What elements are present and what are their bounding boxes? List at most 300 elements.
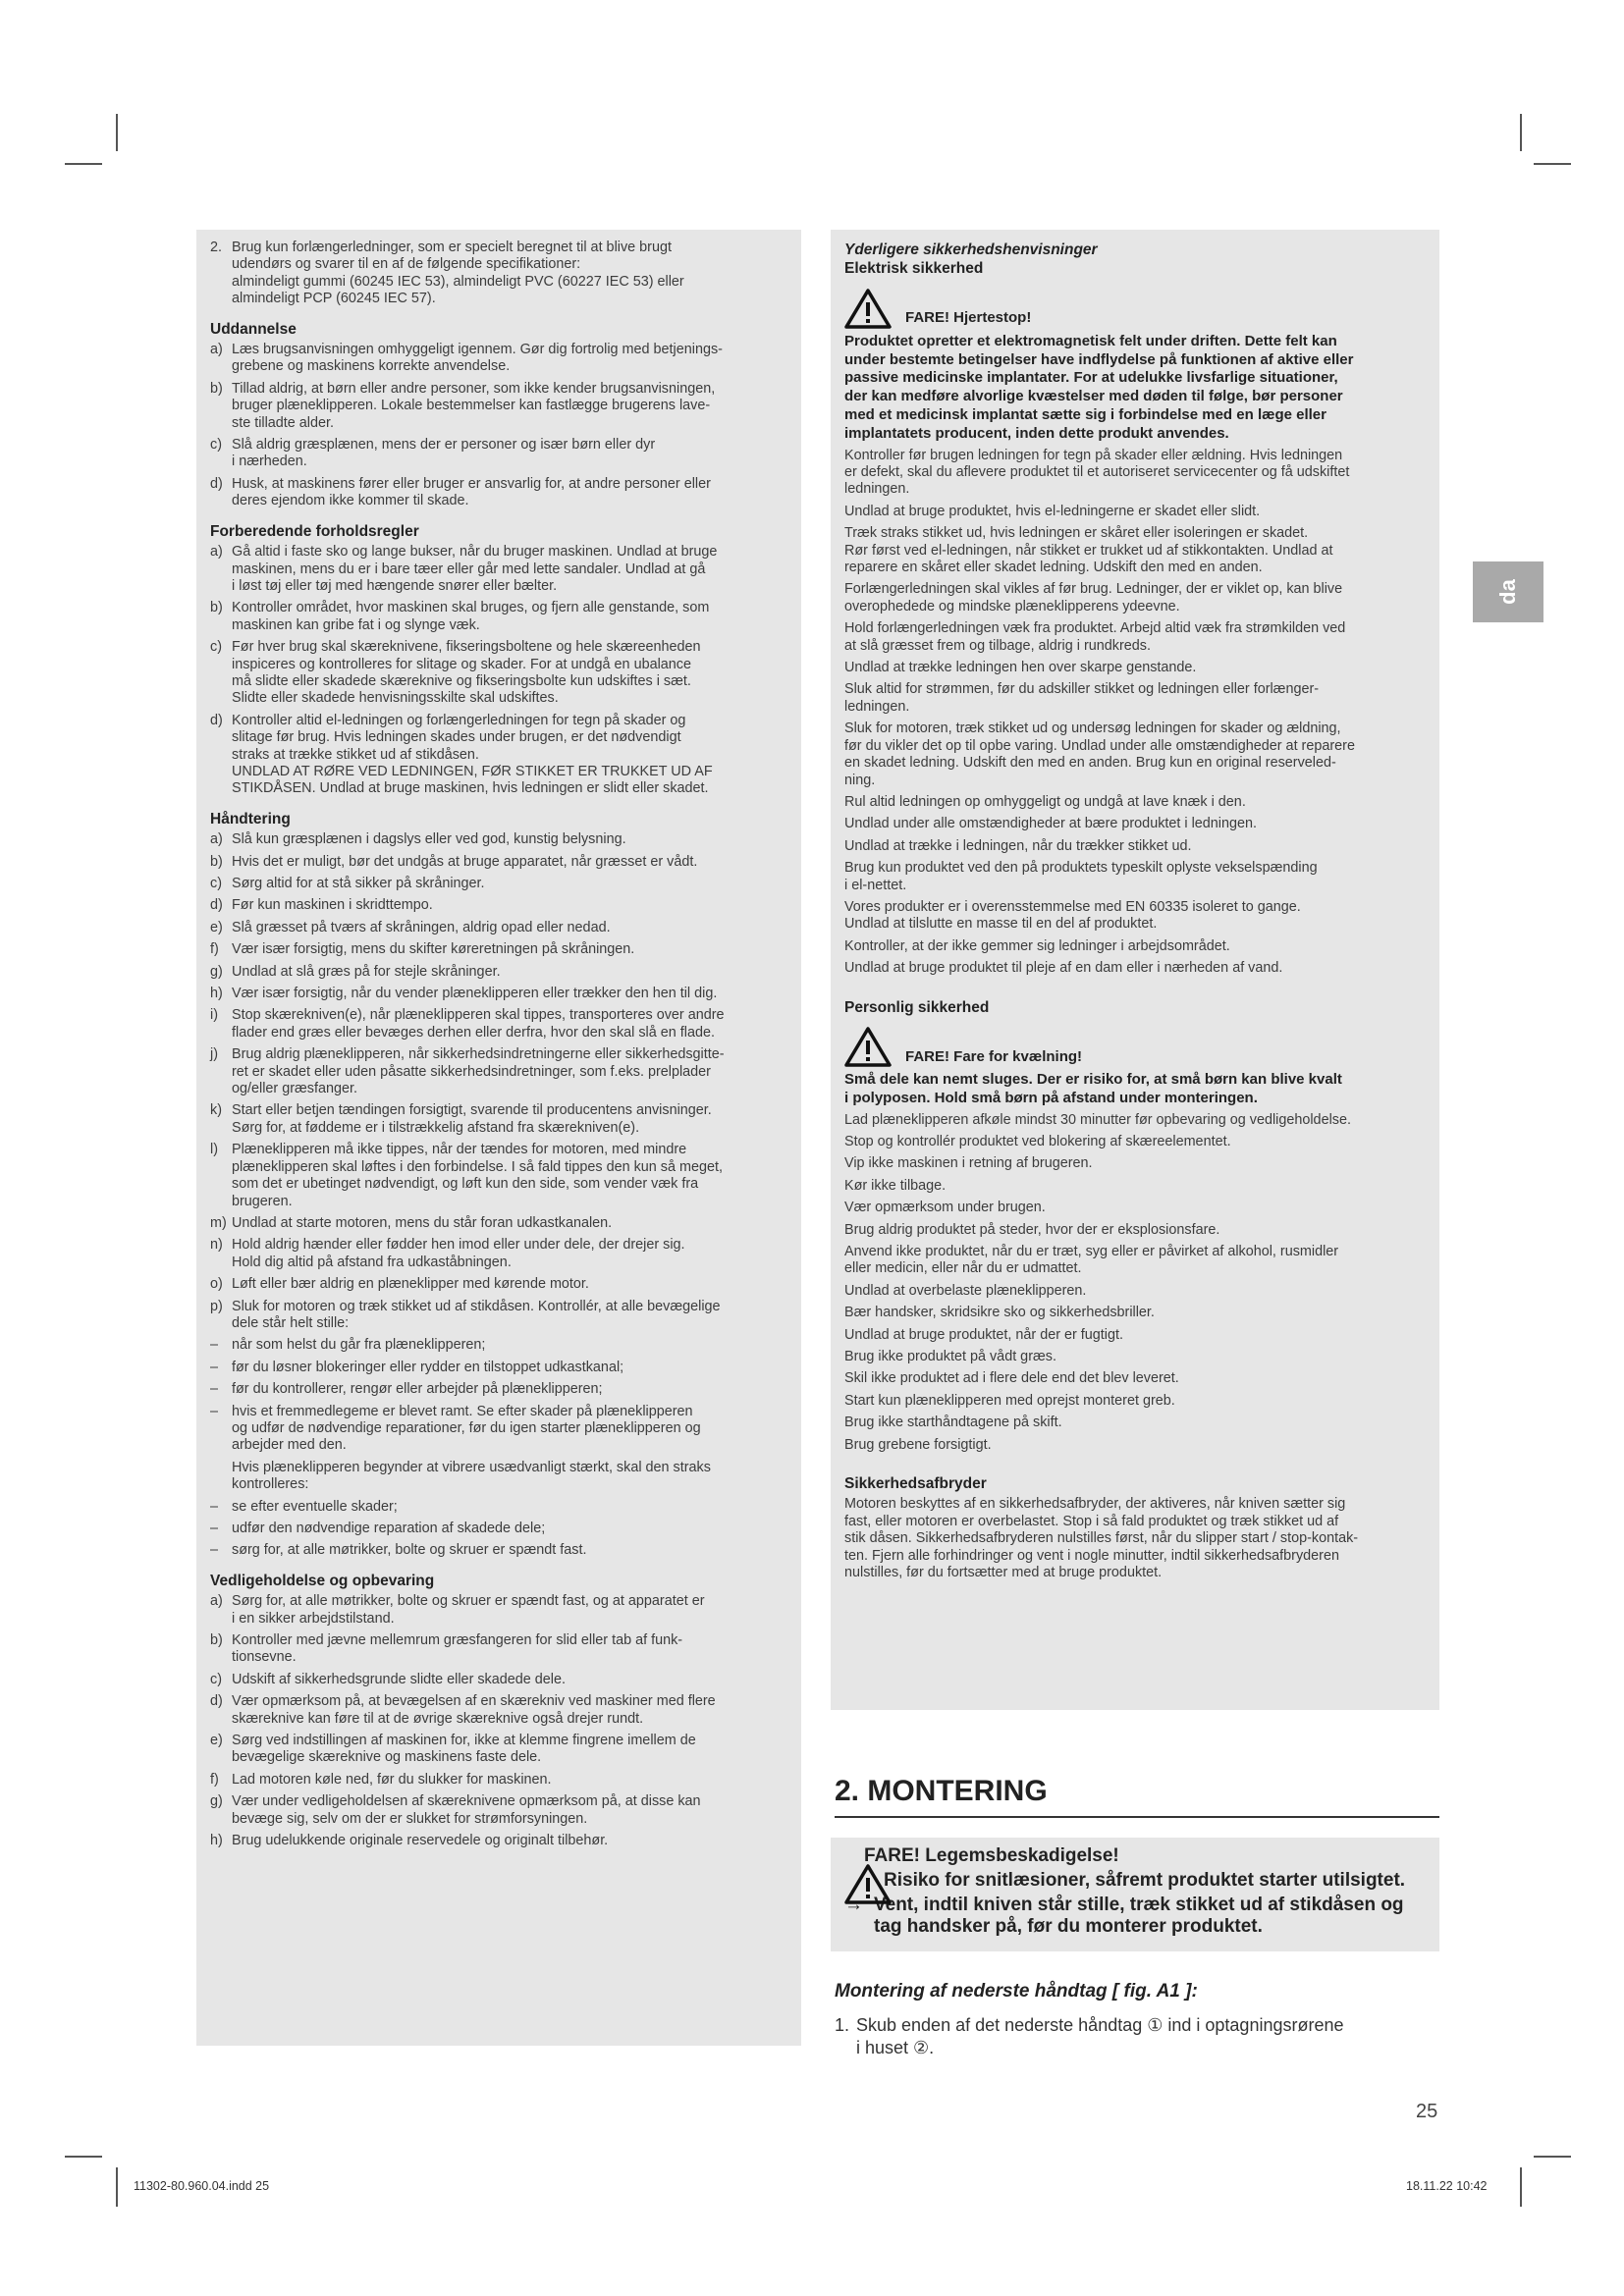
paragraph: [844, 1437, 1426, 1454]
list-item-text: [232, 639, 787, 708]
list-item-text: [232, 1142, 787, 1210]
text-line: ning.: [844, 772, 876, 788]
list-item: [210, 964, 787, 981]
list-item-text: [232, 381, 787, 432]
text-line: sørg for, at alle møtrikker, bolte og skruer er spændt fast.: [232, 1542, 587, 1559]
paragraph: [844, 504, 1426, 520]
list-item-label: a): [210, 544, 223, 561]
text-line: fast, eller motoren er overbelastet. Stop i så fald produktet og træk stikket ud af: [844, 1513, 1339, 1529]
list-item-text: [232, 986, 787, 1002]
list-item: [210, 713, 787, 798]
list-item-text: [232, 941, 787, 958]
text-line: Tillad aldrig, at børn eller andre personer, som ikke kender brugsanvisningen,: [232, 380, 716, 397]
text-line: Vær opmærksom på, at bevægelsen af en skærekniv ved maskiner med flere: [232, 1693, 716, 1710]
list-item-text: [232, 1404, 787, 1455]
text-line: Undlad at starte motoren, mens du står foran udkastkanalen.: [232, 1214, 613, 1231]
text-line: Forlængerledningen skal vikles af før brug. Ledninger, der er viklet op, kan blive: [844, 581, 1343, 598]
text-line: Slå kun græsplænen i dagslys eller ved god, kunstig belysning.: [232, 831, 626, 848]
text-line: tionsevne.: [232, 1649, 297, 1666]
text-line: når som helst du går fra plæneklipperen;: [232, 1337, 486, 1354]
text-line: med et medicinsk implantat sætte sig i forbindelse med en læge eller: [844, 406, 1326, 423]
list-item: [210, 1102, 787, 1137]
section-heading: Uddannelse: [210, 320, 297, 338]
list-item-text: [232, 1276, 787, 1293]
text-line: Kontroller altid el-ledningen og forlængerledningen for tegn på skader og: [232, 712, 686, 728]
text-line: implantatets producent, inden dette produkt anvendes.: [844, 424, 1229, 442]
crop-mark: [1534, 163, 1571, 165]
text-line: Sørg altid for at stå sikker på skråninger.: [232, 876, 485, 891]
list-item-text: [232, 1237, 787, 1271]
text-line: Før kun maskinen i skridttempo.: [232, 897, 433, 914]
text-line: Anvend ikke produktet, når du er træt, syg eller er påvirket af alkohol, rusmidler: [844, 1244, 1339, 1259]
list-item: [210, 897, 787, 914]
text-line: plæneklipperen skal løftes i den forbindelse. I så fald tippes den kun så meget,: [232, 1158, 723, 1175]
list-item-text: [232, 1360, 787, 1376]
list-item: [210, 1276, 787, 1293]
list-item: [210, 437, 787, 471]
list-item: [210, 1215, 787, 1232]
text-line: der kan medføre alvorlige kvæstelser med døden til følge, bør personer: [844, 388, 1343, 405]
text-line: Sørg ved indstillingen af maskinen for, ikke at klemme fingrene imellem de: [232, 1733, 696, 1749]
list-item-label: k): [210, 1102, 222, 1119]
list-item-text: [232, 544, 787, 595]
text-line: Hvis plæneklipperen begynder at vibrere usædvanligt stærkt, skal den straks: [232, 1459, 711, 1475]
text-line: Lad plæneklipperen afkøle mindst 30 minutter før opbevaring og vedligeholdelse.: [844, 1111, 1351, 1128]
list-item-label: e): [210, 1733, 223, 1749]
list-item-label: d): [210, 712, 223, 728]
electric-warning-text: [844, 333, 1426, 444]
text-line: er defekt, skal du aflevere produktet til et autoriseret servicecenter og få udskiftet: [844, 464, 1350, 480]
text-line: før du vikler det op til opbe varing. Undlad under alle omstændigheder at reparere: [844, 737, 1355, 754]
paragraph: [844, 1370, 1426, 1387]
text-line: før du løsner blokeringer eller rydder en tilstoppet udkastkanal;: [232, 1359, 624, 1375]
personal-heading: Personlig sikkerhed: [844, 998, 990, 1016]
paragraph: [844, 938, 1426, 955]
paragraph: [844, 1349, 1426, 1365]
electric-warning: [844, 288, 1426, 329]
text-line: i løst tøj eller tøj med hængende snører eller bælter.: [232, 577, 558, 594]
list-item: [210, 476, 787, 510]
text-line: Sluk altid for strømmen, før du adskiller stikket og ledningen eller forlænger-: [844, 681, 1320, 698]
list-item-text: [232, 831, 787, 848]
list-item-label: f): [210, 941, 219, 958]
text-line: dele står helt stille:: [232, 1314, 350, 1331]
paragraph: [844, 1327, 1426, 1344]
paragraph: [844, 794, 1426, 811]
text-line: Brug kun produktet ved den på produktets typeskilt oplyste vekselspænding: [844, 860, 1318, 877]
list-item-label: o): [210, 1276, 223, 1293]
section-heading: Forberedende forholdsregler: [210, 522, 419, 540]
list-item: [210, 1237, 787, 1271]
paragraph: [844, 1134, 1426, 1150]
text-line: Brug aldrig plæneklipperen, når sikkerhedsindretningerne eller sikkerhedsgitte-: [232, 1046, 725, 1063]
list-item-text: [232, 897, 787, 914]
text-line: Vær især forsigtig, mens du skifter køreretningen på skråningen.: [232, 941, 635, 958]
text-line: ledningen.: [844, 698, 910, 715]
list-item: [210, 1460, 787, 1494]
montering-step: 1. Skub enden af det nederste håndtag ① ind i optagningsrørene i huset ②.: [835, 2015, 1344, 2057]
text-line: Undlad at bruge produktet, når der er fugtigt.: [844, 1326, 1123, 1343]
text-line: Små dele kan nemt sluges. Der er risiko for, at små børn kan blive kvalt: [844, 1070, 1342, 1088]
language-tab-label: da: [1495, 579, 1520, 605]
left-sections: [210, 321, 787, 1850]
text-line: Udskift af sikkerhedsgrunde slidte eller skadede dele.: [232, 1671, 566, 1687]
crop-mark: [1520, 114, 1522, 151]
list-item-label: –: [210, 1359, 219, 1375]
list-item: [210, 1404, 787, 1455]
list-item-label: p): [210, 1298, 223, 1314]
text-line: og/eller græsfanger.: [232, 1081, 357, 1097]
paragraph: [844, 1415, 1426, 1431]
list-item-label: [210, 1460, 232, 1494]
paragraph: [844, 816, 1426, 832]
list-item-text: [232, 1215, 787, 1232]
text-line: eller medicin, eller når du er udmattet.: [844, 1260, 1082, 1277]
personal-warning: [844, 1026, 1426, 1067]
list-item: [210, 1793, 787, 1828]
list-item-label: e): [210, 919, 223, 935]
text-line: udfør den nødvendige reparation af skadede dele;: [232, 1521, 546, 1536]
paragraph: [844, 660, 1426, 676]
text-line: overophedede og mindske plæneklipperens ydeevne.: [844, 598, 1180, 614]
list-item-text: [232, 1521, 787, 1537]
paragraph: [844, 1393, 1426, 1410]
text-line: hvis et fremmedlegeme er blevet ramt. Se efter skader på plæneklipperen: [232, 1403, 693, 1419]
personal-warning-text: [844, 1071, 1426, 1108]
text-line: slitage før brug. Hvis ledningen skades under brugen, er det nødvendigt: [232, 729, 681, 746]
paragraph: [844, 525, 1426, 576]
list-item-text: [232, 964, 787, 981]
list-item-text: [232, 920, 787, 936]
list-item-label: d): [210, 897, 223, 914]
text-line: Lad motoren køle ned, før du slukker for maskinen.: [232, 1771, 552, 1788]
text-line: ledningen.: [844, 481, 910, 498]
list-item: [210, 1632, 787, 1667]
list-item-text: [232, 1793, 787, 1828]
text-line: Læs brugsanvisningen omhyggeligt igennem. Gør dig fortrolig med betjenings-: [232, 342, 723, 358]
list-item-label: –: [210, 1337, 219, 1354]
text-line: ste tilladte alder.: [232, 414, 334, 431]
list-item: [210, 1833, 787, 1849]
text-line: Undlad at bruge produktet, hvis el-ledningerne er skadet eller slidt.: [844, 503, 1261, 519]
text-line: Brug ikke produktet på vådt græs.: [844, 1349, 1056, 1365]
text-line: før du kontrollerer, rengør eller arbejder på plæneklipperen;: [232, 1381, 603, 1398]
text-line: ten. Fjern alle forhindringer og vent i nogle minutter, indtil sikkerhedsafbryderen: [844, 1547, 1339, 1564]
text-line: Undlad at slå græs på for stejle skråninger.: [232, 963, 501, 980]
list-item-text: [232, 1102, 787, 1137]
text-line: Produktet opretter et elektromagnetisk felt under driften. Dette felt kan: [844, 332, 1337, 349]
list-item-label: l): [210, 1142, 218, 1158]
list-item-text: [232, 1733, 787, 1767]
text-line: Sluk for motoren, træk stikket ud og undersøg ledningen for skader og ældning,: [844, 721, 1341, 737]
right-safety-panel: [831, 230, 1439, 1710]
list-item-label: –: [210, 1542, 219, 1559]
text-line: og udfør de nødvendige reparationer, før du igen starter plæneklipperen og: [232, 1419, 701, 1436]
text-line: Kontroller, at der ikke gemmer sig ledninger i arbejdsområdet.: [844, 937, 1230, 954]
text-line: Husk, at maskinens fører eller bruger er ansvarlig for, at andre personer eller: [232, 475, 711, 492]
text-line: Hvis det er muligt, bør det undgås at bruge apparatet, når græsset er vådt.: [232, 853, 698, 870]
list-item-label: b): [210, 1632, 223, 1649]
list-item-text: [232, 1593, 787, 1628]
text-line: Kontroller før brugen ledningen for tegn på skader eller ældning. Hvis ledningen: [844, 447, 1343, 463]
electric-paragraphs: [844, 448, 1426, 978]
paragraph: [844, 581, 1426, 615]
text-line: Brug aldrig produktet på steder, hvor der er eksplosionsfare.: [844, 1221, 1220, 1238]
text-line: at slå græsset frem og tilbage, aldrig i rundkreds.: [844, 637, 1151, 654]
list-item: [210, 1360, 787, 1376]
list-item: [210, 1381, 787, 1398]
paragraph: [844, 1178, 1426, 1195]
text-line: Vær opmærksom under brugen.: [844, 1200, 1046, 1216]
electric-warning-title: FARE! Hjertestop!: [905, 309, 1032, 327]
list-item-text: [232, 342, 787, 376]
text-line: Slå aldrig græsplænen, mens der er personer og især børn eller dyr: [232, 437, 656, 454]
list-item-label: j): [210, 1046, 218, 1063]
crop-mark: [1520, 2167, 1522, 2207]
text-line: Undlad at trække i ledningen, når du trækker stikket ud.: [844, 837, 1192, 854]
text-line: deres ejendom ikke kommer til skade.: [232, 493, 469, 509]
paragraph: [844, 1244, 1426, 1278]
list-item-label: h): [210, 986, 223, 1002]
text-line: Plæneklipperen må ikke tippes, når der tændes for motoren, med mindre: [232, 1142, 687, 1158]
paragraph: [844, 1112, 1426, 1129]
paragraph: [844, 860, 1426, 894]
text-line: Vær under vedligeholdelsen af skæreknivene opmærksom på, at disse kan: [232, 1793, 701, 1810]
list-item: [210, 1733, 787, 1767]
list-item: [210, 831, 787, 848]
list-item-label: i): [210, 1007, 218, 1024]
list-item-label: b): [210, 380, 223, 397]
list-item: [210, 381, 787, 432]
text-line: Hold aldrig hænder eller fødder hen imod eller under dele, der drejer sig.: [232, 1237, 685, 1254]
list-item-label: –: [210, 1521, 219, 1536]
text-line: Træk straks stikket ud, hvis ledningen er skåret eller isoleringen er skadet.: [844, 525, 1309, 542]
text-line: som det er ubetinget nødvendigt, og løft kun den side, som vender væk fra: [232, 1176, 699, 1193]
text-line: Kontroller med jævne mellemrum græsfangeren for slid eller tab af funk-: [232, 1632, 683, 1649]
list-item: [210, 1542, 787, 1559]
list-item-label: –: [210, 1381, 219, 1398]
text-line: i el-nettet.: [844, 877, 907, 893]
paragraph: [844, 620, 1426, 655]
electric-heading: Elektrisk sikkerhed: [844, 260, 984, 278]
list-item-label: –: [210, 1403, 219, 1419]
list-item: [210, 941, 787, 958]
list-item-text: [232, 1772, 787, 1789]
list-item-text: [232, 854, 787, 871]
list-item-label: c): [210, 639, 222, 656]
text-line: i polyposen. Hold små børn på afstand under monteringen.: [844, 1089, 1258, 1106]
montering-subheading: Montering af nederste håndtag [ fig. A1 ]:: [835, 1981, 1198, 2002]
list-item-text: [232, 876, 787, 892]
breaker-heading: Sikkerhedsafbryder: [844, 1475, 987, 1493]
list-item-text: [232, 1007, 787, 1041]
list-item: [210, 1593, 787, 1628]
list-item-label: d): [210, 475, 223, 492]
list-item-text: [232, 1693, 787, 1728]
intro-item-text: Brug kun forlængerledninger, som er specielt beregnet til at blive brugt udendørs og svarer til en af de følgende specifikationer: almindeligt gummi (60245 IEC 53), almindeligt PVC (60227 IEC 53) eller almindeligt PCP (60245 IEC 57).: [232, 240, 684, 307]
montering-warning-risk: Risiko for snitlæsioner, såfremt produktet starter utilsigtet.: [884, 1870, 1406, 1891]
text-line: stik dåsen. Sikkerhedsafbryderen nulstilles først, når du slipper start / stop-kontak-: [844, 1530, 1359, 1547]
text-line: Sørg for, at føddeme er i tilstrækkelig afstand fra skærekniven(e).: [232, 1119, 640, 1136]
list-item: [210, 1142, 787, 1210]
text-line: Undlad at bruge produktet til pleje af en dam eller i nærheden af vand.: [844, 960, 1283, 977]
section-heading: Vedligeholdelse og opbevaring: [210, 1572, 435, 1589]
crop-mark: [1534, 2156, 1571, 2158]
text-line: ret er skadet eller uden påsatte sikkerhedsindretninger, som f.eks. prelplader: [232, 1063, 711, 1080]
list-item-label: b): [210, 853, 223, 870]
list-item-text: [232, 437, 787, 471]
list-item-label: g): [210, 963, 223, 980]
text-line: Skil ikke produktet ad i flere dele end det blev leveret.: [844, 1370, 1179, 1387]
list-item-text: [232, 1337, 787, 1354]
crop-mark: [116, 114, 118, 151]
personal-paragraphs: [844, 1112, 1426, 1455]
warning-triangle-icon: [844, 288, 892, 329]
list-item-label: c): [210, 876, 222, 891]
page-number: 25: [1416, 2101, 1438, 2122]
text-line: maskinen kan gribe fat i og slynge væk.: [232, 616, 480, 633]
list-item: [210, 1299, 787, 1333]
arrow-right-icon: →: [844, 1895, 863, 1915]
list-item-text: [232, 1672, 787, 1688]
intro-item: 2. Brug kun forlængerledninger, som er specielt beregnet til at blive brugt udendørs og svarer til en af de følgende specifikationer: almindeligt gummi (60245 IEC 53), almindeligt PVC (60227 IEC 53) eller almindeligt PCP (60245 IEC 57).: [210, 240, 787, 308]
list-item: [210, 1499, 787, 1516]
text-line: Vær især forsigtig, når du vender plæneklipperen eller trækker den hen til dig.: [232, 986, 718, 1002]
list-item: [210, 1693, 787, 1728]
crop-mark: [65, 2156, 102, 2158]
left-safety-panel: [196, 230, 801, 2046]
paragraph: [844, 1200, 1426, 1216]
text-line: Rul altid ledningen op omhyggeligt og undgå at lave knæk i den.: [844, 793, 1246, 810]
text-line: i nærheden.: [232, 454, 307, 470]
list-item-text: [232, 1460, 787, 1494]
list-item: [210, 986, 787, 1002]
footer-date: 18.11.22 10:42: [1406, 2179, 1488, 2193]
list-item: [210, 876, 787, 892]
text-line: Motoren beskyttes af en sikkerhedsafbryder, der aktiveres, når kniven sætter sig: [844, 1496, 1346, 1513]
list-item-text: [232, 1299, 787, 1333]
text-line: bruger plæneklipperen. Lokale bestemmelser kan fastlægge brugerens lave-: [232, 398, 711, 414]
personal-warning-title: FARE! Fare for kvælning!: [905, 1047, 1083, 1065]
text-line: Slå græsset på tværs af skråningen, aldrig opad eller nedad.: [232, 919, 611, 935]
text-line: Undlad at tilslutte en masse til en del af produktet.: [844, 916, 1158, 933]
text-line: straks at trække stikket ud af stikdåsen.: [232, 746, 479, 763]
text-line: må slidte eller skadede skæreknive og fikseringsbolte kun udskiftes i sæt.: [232, 672, 691, 689]
list-item-label: m): [210, 1214, 227, 1231]
crop-mark: [116, 2167, 118, 2207]
list-item-label: b): [210, 600, 223, 616]
list-item-label: n): [210, 1237, 223, 1254]
montering-heading: 2. MONTERING: [835, 1775, 1439, 1818]
text-line: Undlad under alle omstændigheder at bære produktet i ledningen.: [844, 816, 1257, 832]
text-line: brugeren.: [232, 1193, 293, 1209]
list-item: [210, 1007, 787, 1041]
text-line: Slidte eller skadede henvisningsskilte skal udskiftes.: [232, 690, 559, 707]
paragraph: [844, 448, 1426, 499]
text-line: Rør først ved el-ledningen, når stikket er trukket ud af stikkontakten. Undlad at: [844, 542, 1333, 559]
text-line: bevæge sig, selv om der er slukket for strømforsyningen.: [232, 1810, 588, 1827]
text-line: se efter eventuelle skader;: [232, 1498, 398, 1515]
text-line: flader end græs eller bevæges derhen eller derfra, hvor den skal slå en flade.: [232, 1024, 715, 1041]
text-line: Undlad at overbelaste plæneklipperen.: [844, 1282, 1087, 1299]
list-item-label: a): [210, 342, 223, 358]
text-line: STIKDÅSEN. Undlad at bruge maskinen, hvis ledningen er slidt eller skadet.: [232, 780, 709, 797]
list-item: [210, 1046, 787, 1097]
text-line: nulstilles, før du fortsætter med at bruge produktet.: [844, 1565, 1163, 1581]
paragraph: [844, 899, 1426, 934]
text-line: maskinen, mens du er i bare tæer eller går med lette sandaler. Undlad at gå: [232, 561, 706, 577]
list-item-label: c): [210, 437, 222, 454]
text-line: Hold dig altid på afstand fra udkaståbningen.: [232, 1254, 512, 1270]
text-line: Gå altid i faste sko og lange bukser, når du bruger maskinen. Undlad at bruge: [232, 544, 718, 561]
text-line: bevægelige skæreknive og maskinens faste dele.: [232, 1749, 542, 1766]
section-heading: Håndtering: [210, 810, 291, 828]
list-item: [210, 639, 787, 708]
text-line: Start kun plæneklipperen med oprejst monteret greb.: [844, 1392, 1175, 1409]
paragraph: [844, 1305, 1426, 1321]
list-item-label: g): [210, 1793, 223, 1810]
text-line: Kontroller området, hvor maskinen skal bruges, og fjern alle genstande, som: [232, 600, 710, 616]
paragraph: [844, 960, 1426, 977]
list-item-label: a): [210, 831, 223, 848]
text-line: under bestemte betingelser have indflydelse på funktionen af aktive eller: [844, 350, 1354, 368]
list-item-label: d): [210, 1693, 223, 1710]
list-item: [210, 544, 787, 595]
paragraph: [844, 838, 1426, 855]
paragraph: [844, 1155, 1426, 1172]
crop-mark: [65, 163, 102, 165]
text-line: Sluk for motoren og træk stikket ud af stikdåsen. Kontrollér, at alle bevægelige: [232, 1298, 721, 1314]
text-line: Stop skærekniven(e), når plæneklipperen skal tippes, transporteres over andre: [232, 1007, 725, 1024]
list-item-text: [232, 476, 787, 510]
right-panel-title: Yderligere sikkerhedshenvisninger: [844, 241, 1098, 258]
paragraph: [844, 1222, 1426, 1239]
text-line: Løft eller bær aldrig en plæneklipper med kørende motor.: [232, 1276, 589, 1293]
list-item: [210, 920, 787, 936]
list-item-text: [232, 713, 787, 798]
list-item-text: [232, 1046, 787, 1097]
montering-warning-title: FARE! Legemsbeskadigelse!: [864, 1845, 1119, 1866]
list-item: [210, 854, 787, 871]
text-line: Start eller betjen tændingen forsigtigt, svarende til producentens anvisninger.: [232, 1102, 712, 1119]
footer-file: 11302-80.960.04.indd 25: [134, 2179, 270, 2193]
warning-triangle-icon: [844, 1026, 892, 1067]
montering-warning-box: [831, 1838, 1439, 1951]
list-item: [210, 1521, 787, 1537]
text-line: Hold forlængerledningen væk fra produktet. Arbejd altid væk fra strømkilden ved: [844, 620, 1346, 637]
text-line: i en sikker arbejdstilstand.: [232, 1610, 395, 1627]
text-line: UNDLAD AT RØRE VED LEDNINGEN, FØR STIKKET ER TRUKKET UD AF: [232, 763, 713, 779]
list-item: [210, 1772, 787, 1789]
text-line: Brug ikke starthåndtagene på skift.: [844, 1415, 1062, 1431]
text-line: Stop og kontrollér produktet ved blokering af skæreelementet.: [844, 1133, 1231, 1149]
language-tab: [1473, 561, 1543, 622]
text-line: kontrolleres:: [232, 1476, 309, 1493]
list-item: [210, 342, 787, 376]
text-line: Vip ikke maskinen i retning af brugeren.: [844, 1155, 1093, 1172]
list-item: [210, 600, 787, 634]
text-line: Vores produkter er i overensstemmelse med EN 60335 isoleret to gange.: [844, 898, 1301, 915]
list-item-label: f): [210, 1771, 219, 1788]
text-line: inspiceres og kontrolleres for slitage og skader. For at undgå en ubalance: [232, 656, 691, 672]
text-line: Undlad at trække ledningen hen over skarpe genstande.: [844, 660, 1197, 676]
list-item: [210, 1672, 787, 1688]
text-line: Før hver brug skal skæreknivene, fikseringsboltene og hele skæreenheden: [232, 639, 701, 656]
text-line: Brug grebene forsigtigt.: [844, 1436, 992, 1453]
list-item-label: c): [210, 1671, 222, 1687]
warning-triangle-icon: [844, 1863, 892, 1904]
text-line: Bær handsker, skridsikre sko og sikkerhedsbriller.: [844, 1305, 1155, 1321]
